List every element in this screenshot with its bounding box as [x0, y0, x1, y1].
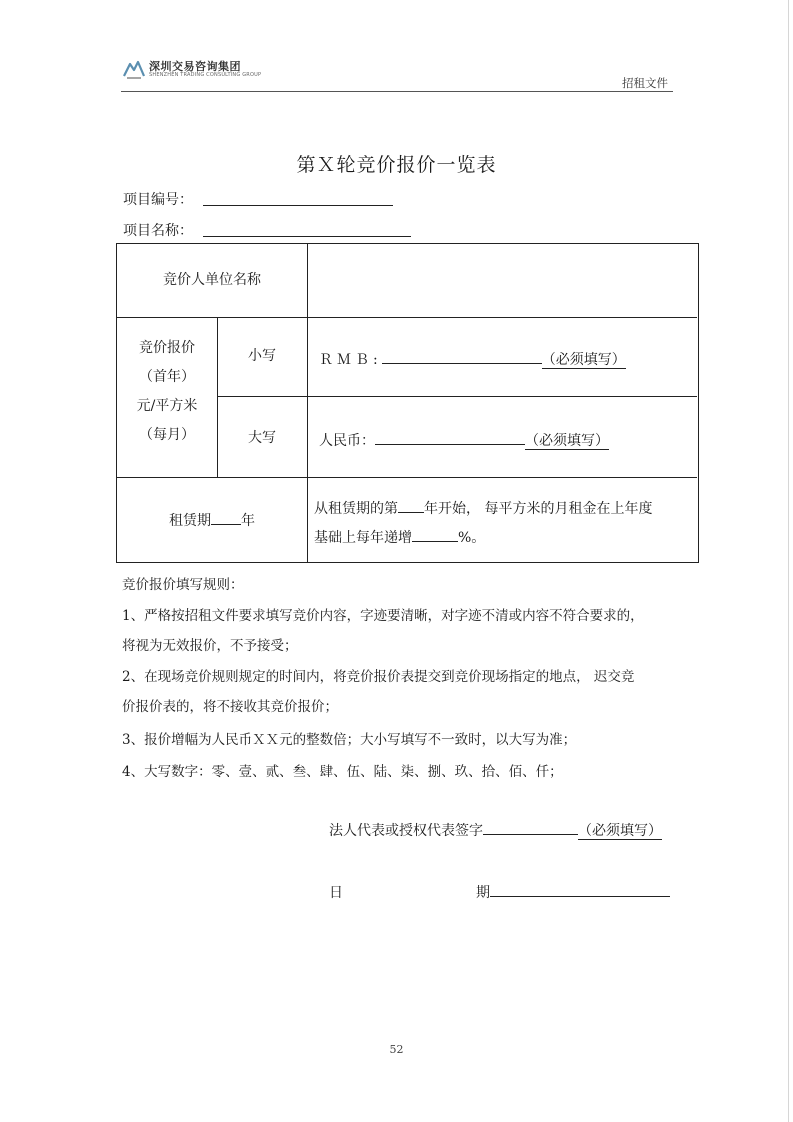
lease-term	[117, 510, 307, 530]
bid-price-line: 元/平方米	[136, 398, 198, 414]
rule-item: 将视为无效报价，不予接受；	[122, 638, 298, 654]
bid-price-label	[117, 334, 217, 450]
increase-line-1	[314, 498, 652, 518]
lowercase-label: 小写	[248, 348, 276, 364]
logo-text: 深圳交易咨询集团	[149, 60, 241, 73]
increase-text: 基础上每年递增	[314, 530, 412, 546]
company-logo	[122, 56, 262, 84]
logo-subtext: SHENZHEN TRADING CONSULTING GROUP	[149, 72, 262, 78]
rmb-row	[319, 349, 626, 369]
table-rule	[217, 396, 697, 397]
bid-price-line: （每月）	[139, 427, 195, 443]
logo-mark-icon	[122, 58, 146, 80]
project-no-field[interactable]	[203, 205, 393, 206]
project-name-label: 项目名称：	[123, 223, 193, 239]
rule-item: 2、在现场竞价规则规定的时间内，将竞价报价表提交到竞价现场指定的地点， 迟交竞	[122, 669, 635, 685]
increase-start-year-field[interactable]	[398, 498, 424, 513]
table-rule	[307, 244, 308, 562]
project-no-label: 项目编号：	[123, 192, 193, 208]
rmb-cn-prefix: 人民币：	[319, 433, 375, 449]
rmb-amount-field[interactable]	[382, 349, 542, 364]
rules-heading: 竞价报价填写规则：	[122, 577, 244, 593]
table-rule	[117, 317, 697, 318]
increase-text: 年开始， 每平方米的月租金在上年度	[424, 501, 653, 517]
signature-field[interactable]	[483, 820, 578, 835]
table-rule	[117, 477, 697, 478]
header-tag: 招租文件	[622, 76, 668, 90]
signature-label: 法人代表或授权代表签字	[329, 823, 483, 839]
increase-line-2	[314, 527, 485, 547]
lease-years-field[interactable]	[211, 510, 241, 525]
bid-price-line: 竞价报价	[139, 340, 195, 356]
project-name-field[interactable]	[203, 236, 411, 237]
date-label-b: 期	[476, 885, 490, 901]
rmb-required-note: （必须填写）	[541, 352, 626, 368]
lease-years-unit: 年	[241, 513, 255, 529]
header-divider	[121, 91, 673, 92]
rmb-cn-amount-field[interactable]	[375, 430, 525, 445]
bid-price-line: （首年）	[139, 369, 195, 385]
increase-text: 从租赁期的第	[314, 501, 398, 517]
rmb-cn-row	[319, 430, 609, 450]
rule-item: 价报价表的，将不接收其竞价报价；	[122, 699, 338, 715]
uppercase-label: 大写	[248, 430, 276, 446]
signature-row	[329, 820, 662, 840]
date-row	[476, 882, 670, 902]
date-label-a: 日	[329, 885, 343, 901]
rmb-cn-required-note: （必须填写）	[525, 433, 609, 449]
bidder-name-field[interactable]	[309, 246, 695, 316]
date-field[interactable]	[490, 882, 670, 897]
page-title: 第Ｘ轮竞价报价一览表	[296, 154, 497, 176]
bid-table	[116, 243, 699, 563]
increase-text: %。	[458, 530, 486, 546]
page-number: 52	[389, 1043, 404, 1056]
rmb-prefix: ＲＭＢ:	[319, 352, 382, 368]
lease-label: 租赁期	[169, 513, 211, 529]
rule-item: 1、严格按招租文件要求填写竞价内容，字迹要清晰，对字迹不清或内容不符合要求的，	[122, 608, 644, 624]
bidder-name-label: 竞价人单位名称	[163, 272, 261, 288]
rule-item: 4、大写数字：零、壹、贰、叁、肆、伍、陆、柒、捌、玖、拾、佰、仟；	[122, 764, 563, 780]
increase-rate-field[interactable]	[412, 527, 458, 542]
signature-required-note: （必须填写）	[578, 823, 662, 839]
rule-item: 3、报价增幅为人民币ＸＸ元的整数倍；大小写填写不一致时，以大写为准；	[122, 732, 577, 748]
